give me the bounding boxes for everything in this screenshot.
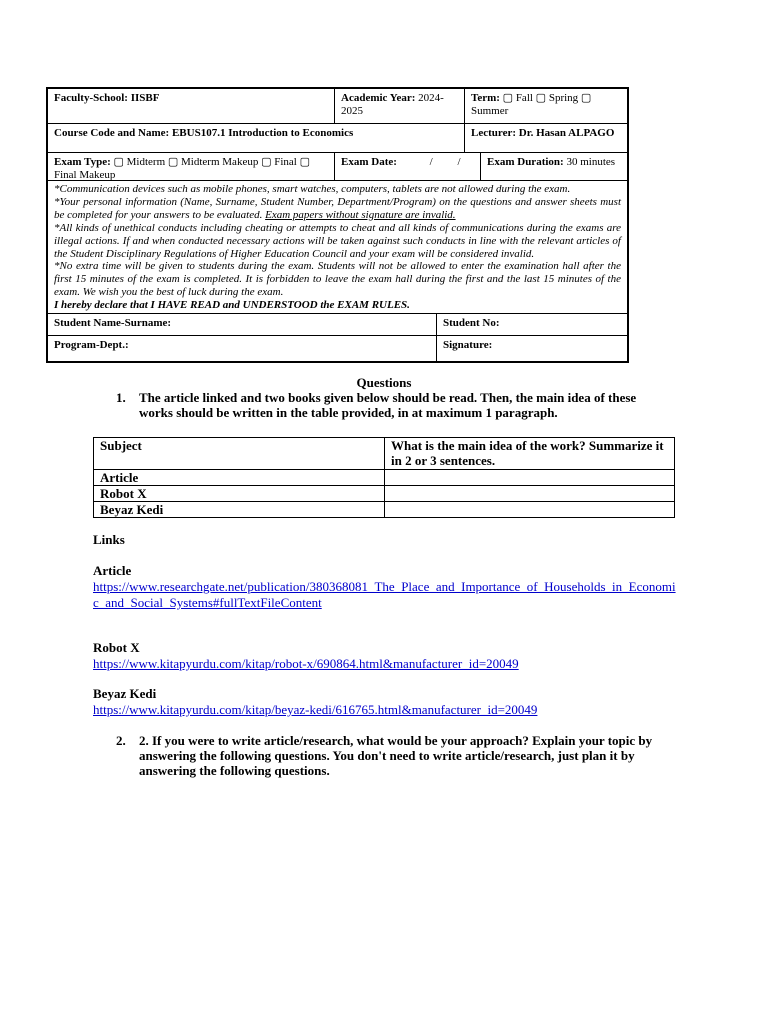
rule-personal-info: *Your personal information (Name, Surname, Student Number, Department/Program) on the questions and answer sheets must be completed for your answers to be evaluated. Exam papers without signature are invalid. bbox=[54, 195, 621, 221]
program-dept-label: Program-Dept.: bbox=[54, 339, 129, 352]
table-row-subject: Article bbox=[94, 470, 385, 486]
term-cell bbox=[465, 89, 627, 123]
exam-duration-label: Exam Duration: bbox=[487, 156, 564, 168]
faculty-value: IISBF bbox=[130, 92, 160, 104]
academic-year-label: Academic Year: bbox=[341, 92, 416, 104]
exam-duration-value: 30 minutes bbox=[566, 156, 616, 168]
answer-cell-article[interactable] bbox=[385, 470, 675, 486]
exam-rules bbox=[48, 181, 627, 314]
link-block-robot-x bbox=[93, 640, 678, 672]
exam-type-cell bbox=[48, 153, 335, 180]
exam-type-options: ▢ Midterm ▢ Midterm Makeup ▢ Final ▢ Final Makeup bbox=[54, 156, 310, 181]
faculty-cell bbox=[48, 89, 335, 123]
answer-table bbox=[93, 437, 675, 518]
question-1-number: 1. bbox=[116, 390, 126, 405]
answer-cell-beyaz-kedi[interactable] bbox=[385, 502, 675, 518]
link-article[interactable]: https://www.researchgate.net/publication/380368081_The_Place_and_Importance_of_Households_in_Economic_and_Social_Systems#fullTextFileContent bbox=[93, 579, 676, 610]
academic-year-cell bbox=[335, 89, 465, 123]
exam-date-value: / / bbox=[429, 156, 461, 168]
link-block-article bbox=[93, 563, 678, 611]
links-heading: Links bbox=[93, 532, 125, 547]
table-row-subject: Robot X bbox=[94, 486, 385, 502]
question-2-number: 2. bbox=[116, 733, 126, 748]
rule-devices: *Communication devices such as mobile phones, smart watches, computers, tablets are not allowed during the exam. bbox=[54, 183, 571, 195]
exam-type-label: Exam Type: bbox=[54, 156, 111, 168]
exam-duration-cell bbox=[481, 153, 627, 180]
exam-date-cell bbox=[335, 153, 481, 180]
link-robot-x[interactable]: https://www.kitapyurdu.com/kitap/robot-x/690864.html&manufacturer_id=20049 bbox=[93, 656, 519, 671]
course-label: Course Code and Name: bbox=[54, 127, 170, 139]
faculty-label: Faculty-School: bbox=[54, 92, 128, 104]
answer-table-header-main-idea: What is the main idea of the work? Summarize it in 2 or 3 sentences. bbox=[385, 438, 675, 470]
program-dept-field[interactable] bbox=[48, 336, 437, 361]
course-value: EBUS107.1 Introduction to Economics bbox=[171, 127, 354, 139]
lecturer-label: Lecturer: bbox=[471, 127, 516, 139]
rule-time: *No extra time will be given to students during the exam. Students will not be allowed to enter the examination hall after the first 15 minutes of the exam is completed. It is forbidden to leave the exam hall during the first and the last 15 minutes of the exam. We wish you the best of luck during the exam. bbox=[54, 260, 621, 299]
link-label-article: Article bbox=[93, 563, 132, 578]
student-no-label: Student No: bbox=[443, 317, 500, 330]
link-beyaz-kedi[interactable]: https://www.kitapyurdu.com/kitap/beyaz-kedi/616765.html&manufacturer_id=20049 bbox=[93, 702, 538, 717]
academic-year-value: 2024-2025 bbox=[341, 92, 444, 117]
term-label: Term: bbox=[471, 92, 500, 104]
question-1-text: The article linked and two books given below should be read. Then, the main idea of these works should be written in the table provided, in at maximum 1 paragraph. bbox=[139, 390, 637, 420]
rule-unethical: *All kinds of unethical conducts including cheating or attempts to cheat and all kinds of communications during the exams are illegal actions. If and when conducted necessary actions will be taken against such conducts in line with the relevant articles of the Student Disciplinary Regulations of Higher Education Council and your exam will be considered invalid. bbox=[54, 221, 621, 260]
questions-title: Questions bbox=[356, 375, 412, 390]
answer-cell-robot-x[interactable] bbox=[385, 486, 675, 502]
signature-field[interactable] bbox=[437, 336, 627, 361]
lecturer-value: Dr. Hasan ALPAGO bbox=[518, 127, 615, 139]
link-label-robot-x: Robot X bbox=[93, 640, 140, 655]
question-2-text: 2. If you were to write article/research, what would be your approach? Explain your topic by answering the following questions. You don't need to write article/research, just plan it by answering the following questions. bbox=[139, 733, 653, 778]
term-options: ▢ Fall ▢ Spring ▢ Summer bbox=[471, 92, 592, 117]
table-row-subject: Beyaz Kedi bbox=[94, 502, 385, 518]
link-label-beyaz-kedi: Beyaz Kedi bbox=[93, 686, 157, 701]
exam-header-table bbox=[46, 87, 629, 363]
rule-signature-note: Exam papers without signature are invalid. bbox=[265, 208, 456, 221]
answer-table-header-subject: Subject bbox=[94, 438, 385, 470]
signature-label: Signature: bbox=[443, 339, 493, 352]
student-name-label: Student Name-Surname: bbox=[54, 317, 172, 330]
exam-date-label: Exam Date: bbox=[341, 156, 397, 168]
lecturer-cell bbox=[465, 124, 627, 152]
rules-declaration: I hereby declare that I HAVE READ and UNDERSTOOD the EXAM RULES. bbox=[54, 299, 410, 312]
course-cell bbox=[48, 124, 465, 152]
student-no-field[interactable] bbox=[437, 314, 627, 335]
link-block-beyaz-kedi bbox=[93, 686, 678, 718]
student-name-field[interactable] bbox=[48, 314, 437, 335]
